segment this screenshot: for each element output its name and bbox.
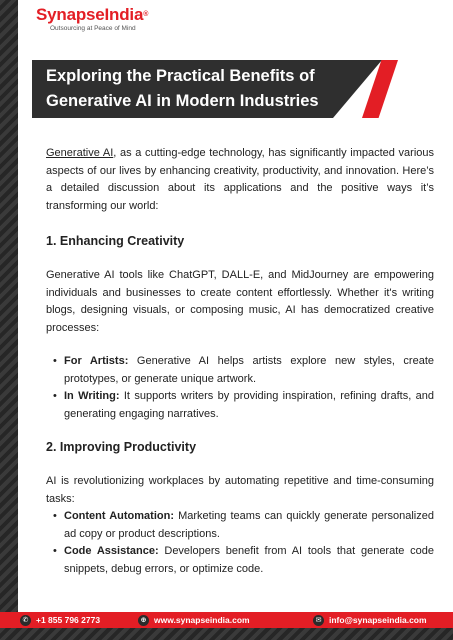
footer-bar xyxy=(0,612,453,628)
logo-registered-mark: ® xyxy=(143,11,149,18)
section-heading-creativity: 1. Enhancing Creativity xyxy=(46,234,185,248)
page-title: Exploring the Practical Benefits of Generative AI in Modern Industries xyxy=(46,67,319,110)
footer-website[interactable] xyxy=(138,614,250,626)
productivity-bullet-list xyxy=(46,508,434,578)
list-item xyxy=(46,508,434,543)
list-item xyxy=(46,543,434,578)
email-icon: ✉ xyxy=(313,615,324,626)
footer-phone-text: +1 855 796 2773 xyxy=(36,615,101,625)
bottom-decorative-stripe xyxy=(0,628,453,640)
list-item xyxy=(46,388,434,423)
intro-paragraph xyxy=(46,145,434,215)
document-body xyxy=(46,145,434,578)
list-item xyxy=(46,353,434,388)
bullet-icon: • xyxy=(53,390,57,402)
intro-text: , as a cutting-edge technology, has significantly impacted various aspects of our lives by enhancing creativity, productivity, and innovation. Here’s a detailed discussion about its applications and the positive ways it’s transforming our world: xyxy=(46,147,435,212)
footer-email[interactable] xyxy=(313,614,427,626)
bullet-icon: • xyxy=(53,545,57,557)
company-logo xyxy=(36,5,148,33)
logo-name-part1: Synapse xyxy=(36,5,105,24)
bullet-text: It supports writers by providing inspiration, refining drafts, and generating engaging narratives. xyxy=(64,390,434,420)
footer-website-text: www.synapseindia.com xyxy=(154,615,250,625)
footer-phone[interactable] xyxy=(20,614,100,626)
section-heading-productivity: 2. Improving Productivity xyxy=(46,440,197,454)
bullet-icon: • xyxy=(53,355,57,367)
globe-icon: ⊕ xyxy=(138,615,149,626)
bullet-text: Developers benefit from AI tools that generate code snippets, debug errors, or optimize code. xyxy=(64,545,434,575)
creativity-bullet-list xyxy=(46,353,434,423)
phone-icon: ✆ xyxy=(20,615,31,626)
bullet-label: Content Automation: xyxy=(64,510,174,522)
generative-ai-link[interactable]: Generative AI xyxy=(46,147,114,159)
bullet-label: Code Assistance: xyxy=(64,545,159,557)
left-decorative-stripe xyxy=(0,0,18,612)
bullet-icon: • xyxy=(53,510,57,522)
bullet-text: Marketing teams can quickly generate personalized ad copy or product descriptions. xyxy=(64,510,434,540)
section-body-creativity: Generative AI tools like ChatGPT, DALL-E, and MidJourney are empowering individuals and businesses to create content effortlessly. Whether it's writing blogs, designing visuals, or composing music, AI has democratized creative processes: xyxy=(46,269,434,334)
logo-name-part2: India xyxy=(104,5,144,24)
footer-email-text: info@synapseindia.com xyxy=(329,615,427,625)
bullet-label: For Artists: xyxy=(64,355,129,367)
bullet-label: In Writing: xyxy=(64,390,120,402)
section-body-productivity: AI is revolutionizing workplaces by automating repetitive and time-consuming tasks: xyxy=(46,475,434,505)
bullet-text: Generative AI helps artists explore new styles, create prototypes, or generate unique artwork. xyxy=(64,355,434,385)
logo-tagline: Outsourcing at Peace of Mind xyxy=(50,25,136,32)
